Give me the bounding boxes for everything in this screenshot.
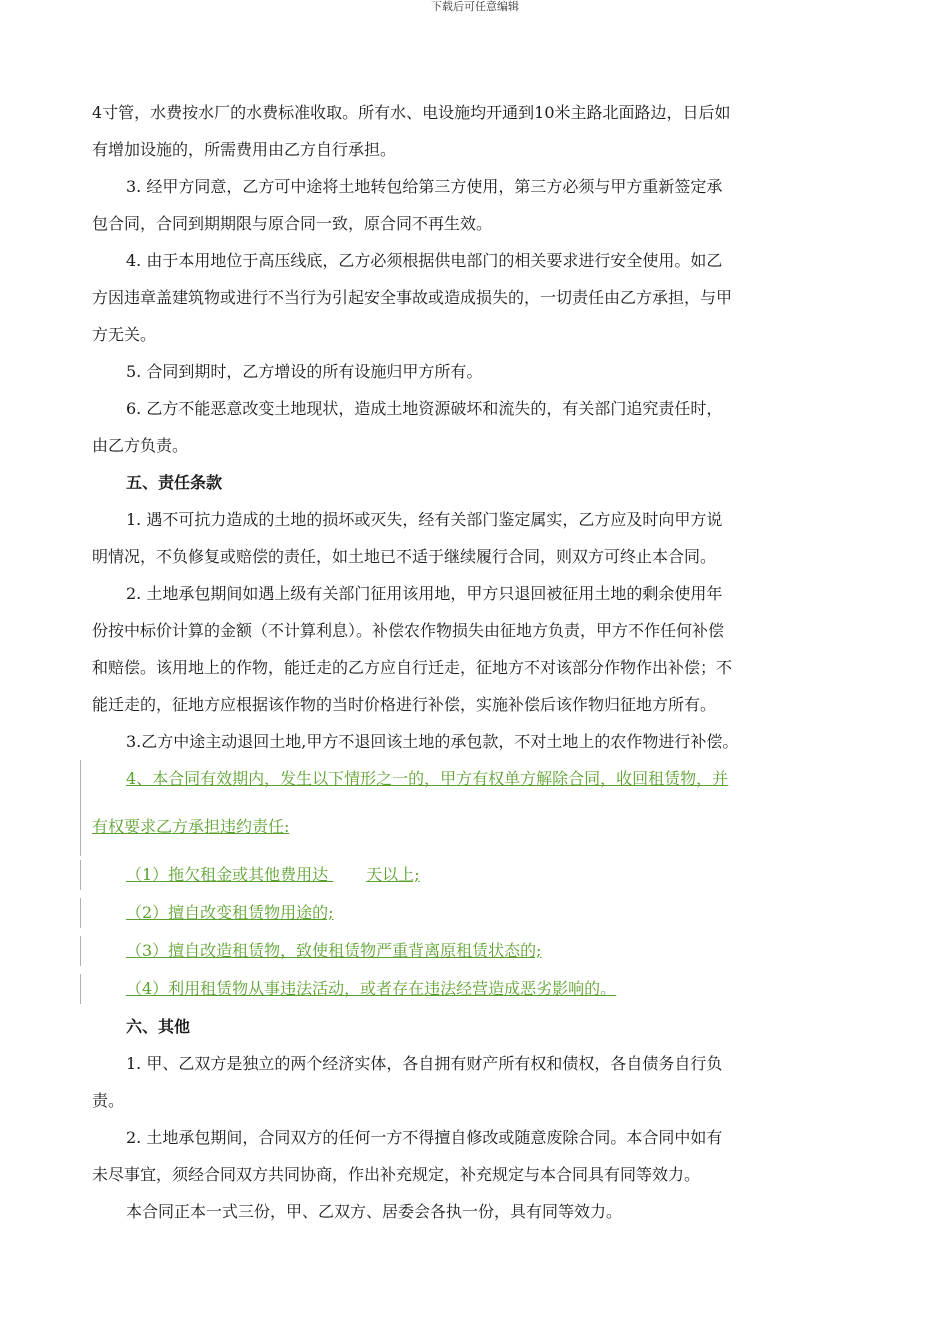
blank-days [328,856,366,894]
condition-3-text: （3）擅自改造租赁物，致使租赁物严重背离原租赁状态的; [126,941,542,960]
clause-4-cont: 方无关。 [92,325,157,344]
condition-1-before: （1）拖欠租金或其他费用达 [126,865,329,884]
change-bar [80,936,81,966]
s5-clause-2-cont: 份按中标价计算的金额（不计算利息）。补偿农作物损失由征地方负责，甲方不作任何补偿 [92,621,725,640]
s5-clause-1-cont: 明情况，不负修复或赔偿的责任，如土地已不适于继续履行合同，则双方可终止本合同。 [92,547,717,566]
clause-5: 5. 合同到期时，乙方增设的所有设施归甲方所有。 [126,362,483,381]
s6-clause-2-cont: 未尽事宜，须经合同双方共同协商，作出补充规定，补充规定与本合同具有同等效力。 [92,1165,701,1184]
condition-4-text: （4）利用租赁物从事违法活动，或者存在违法经营造成恶劣影响的。 [126,979,617,998]
change-bar [80,898,81,928]
s5-clause-2-cont: 能迁走的，征地方应根据该作物的当时价格进行补偿，实施补偿后该作物归征地方所有。 [92,695,717,714]
s5-clause-3: 3.乙方中途主动退回土地,甲方不退回该土地的承包款，不对土地上的农作物进行补偿。 [126,732,739,751]
s5-clause-2: 2. 土地承包期间如遇上级有关部门征用该用地，甲方只退回被征用土地的剩余使用年 [126,584,723,603]
paragraph-line: 有增加设施的，所需费用由乙方自行承担。 [92,140,397,159]
condition-2-text: （2）擅自改变租赁物用途的; [126,903,334,922]
inserted-condition-4 [92,970,860,1008]
inserted-clause-4-cont-text: 有权要求乙方承担违约责任: [92,817,290,836]
contract-body [92,94,860,1230]
s6-clause-2: 2. 土地承包期间，合同双方的任何一方不得擅自修改或随意废除合同。本合同中如有 [126,1128,723,1147]
s5-clause-2-cont: 和赔偿。该用地上的作物，能迁走的乙方应自行迁走，征地方不对该部分作物作出补偿；不 [92,658,733,677]
s5-clause-1: 1. 遇不可抗力造成的土地的损坏或灭失，经有关部门鉴定属实，乙方应及时向甲方说 [126,510,723,529]
change-bar [80,974,81,1004]
inserted-clause-4 [92,760,860,808]
closing-statement: 本合同正本一式三份，甲、乙双方、居委会各执一份，具有同等效力。 [126,1202,623,1221]
clause-3-cont: 包合同，合同到期期限与原合同一致，原合同不再生效。 [92,214,493,233]
clause-4-cont: 方因违章盖建筑物或进行不当行为引起安全事故或造成损失的，一切责任由乙方承担，与甲 [92,288,733,307]
change-bar [80,760,81,808]
inserted-clause-4-cont [92,808,860,856]
inserted-condition-3 [92,932,860,970]
change-bar [80,808,81,856]
clause-3: 3. 经甲方同意，乙方可中途将土地转包给第三方使用，第三方必须与甲方重新签定承 [126,177,723,196]
section-6-heading: 六、其他 [126,1017,191,1036]
clause-6-cont: 由乙方负责。 [92,436,189,455]
clause-4: 4. 由于本用地位于高压线底，乙方必须根据供电部门的相关要求进行安全使用。如乙 [126,251,723,270]
section-5-heading: 五、责任条款 [126,473,223,492]
inserted-clause-4-text: 4、本合同有效期内，发生以下情形之一的，甲方有权单方解除合同，收回租赁物，并 [126,769,729,788]
inserted-condition-1 [92,856,860,894]
inserted-condition-2 [92,894,860,932]
condition-1-after: 天以上; [366,865,420,884]
paragraph-line: 4寸管，水费按水厂的水费标准收取。所有水、电设施均开通到10米主路北面路边，日后如 [92,103,731,122]
s6-clause-1: 1. 甲、乙双方是独立的两个经济实体，各自拥有财产所有权和债权，各自债务自行负 [126,1054,723,1073]
change-bar [80,860,81,890]
clause-6: 6. 乙方不能恶意改变土地现状，造成土地资源破坏和流失的，有关部门追究责任时， [126,399,723,418]
page-header: 下载后可任意编辑 [431,0,519,13]
s6-clause-1-cont: 责。 [92,1091,125,1110]
